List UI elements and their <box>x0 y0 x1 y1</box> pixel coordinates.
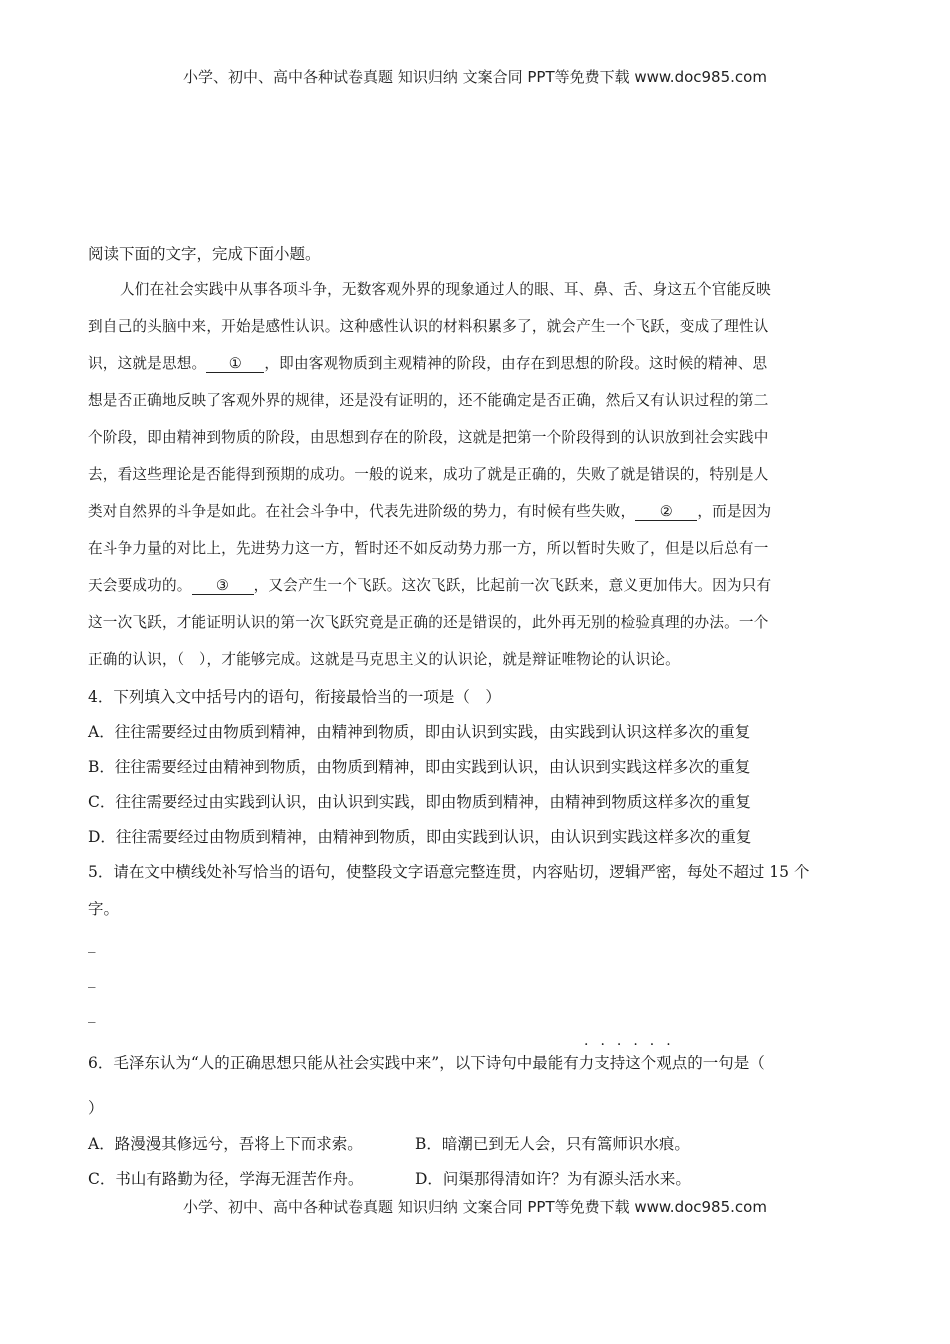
passage-line: 个阶段，即由精神到物质的阶段，由思想到存在的阶段，这就是把第一个阶段得到的认识放到社会实践中 <box>88 429 769 446</box>
question-4-option-d: D．往往需要经过由物质到精神，由精神到物质，即由实践到认识，由认识到实践这样多次的重复 <box>88 828 752 846</box>
answer-line-2: _ <box>88 970 96 988</box>
blank-3: ③ <box>192 578 254 595</box>
passage-text: ，而是因为 <box>697 503 772 520</box>
blank-1: ① <box>206 356 264 373</box>
blank-2: ② <box>635 504 697 521</box>
question-6-option-a: A．路漫漫其修远兮，吾将上下而求索。 <box>88 1135 363 1153</box>
passage-text: 类对自然界的斗争是如此。在社会斗争中，代表先进阶级的势力，有时候有些失败， <box>88 503 636 520</box>
question-6-option-c: C．书山有路勤为径，学海无涯苦作舟。 <box>88 1170 364 1188</box>
passage-text: ，即由客观物质到主观精神的阶段，由存在到思想的阶段。这时候的精神、思 <box>264 355 768 372</box>
question-4-option-b: B．往往需要经过由精神到物质，由物质到精神，即由实践到认识，由认识到实践这样多次的重复 <box>88 758 751 776</box>
answer-line-1: _ <box>88 935 96 953</box>
passage-line: 这一次飞跃，才能证明认识的第一次飞跃究竟是正确的还是错误的，此外再无别的检验真理的办法。一个 <box>88 614 769 631</box>
answer-line-3: _ <box>88 1005 96 1023</box>
question-4-option-a: A．往往需要经过由物质到精神，由精神到物质，即由认识到实践，由实践到认识这样多次的重复 <box>88 723 751 741</box>
reading-instruction: 阅读下面的文字，完成下面小题。 <box>88 245 321 263</box>
passage-line: 在斗争力量的对比上，先进势力这一方，暂时还不如反动势力那一方，所以暂时失败了，但是以后总有一 <box>88 540 769 557</box>
passage-text: 天会要成功的。 <box>88 577 192 594</box>
passage-text: 识，这就是思想。 <box>88 355 207 372</box>
passage-text: ，又会产生一个飞跃。这次飞跃，比起前一次飞跃来，意义更加伟大。因为只有 <box>253 577 772 594</box>
question-6-stem: 6．毛泽东认为“人的正确思想只能从社会实践中来”，以下诗句中最能有力支持这个观点的一句是（ <box>88 1054 765 1072</box>
page-footer: 小学、初中、高中各种试卷真题 知识归纳 文案合同 PPT等免费下载 www.doc985.com <box>183 1198 767 1216</box>
page-header: 小学、初中、高中各种试卷真题 知识归纳 文案合同 PPT等免费下载 www.doc985.com <box>183 68 767 86</box>
passage-line <box>88 574 771 595</box>
question-6-stem-cont: ） <box>88 1099 104 1117</box>
passage-line <box>88 500 771 521</box>
question-4-stem: 4．下列填入文中括号内的语句，衔接最恰当的一项是（ ） <box>88 688 501 706</box>
passage-line: 人们在社会实践中从事各项斗争，无数客观外界的现象通过人的眼、耳、鼻、舌、身这五个官能反映 <box>120 281 771 298</box>
question-6-option-b: B．暗潮已到无人会，只有篙师识水痕。 <box>415 1135 690 1153</box>
passage-line: 去，看这些理论是否能得到预期的成功。一般的说来，成功了就是正确的，失败了就是错误的，特别是人 <box>88 466 769 483</box>
question-4-option-c: C．往往需要经过由实践到认识，由认识到实践，即由物质到精神，由精神到物质这样多次的重复 <box>88 793 751 811</box>
passage-line: 到自己的头脑中来，开始是感性认识。这种感性认识的材料积累多了，就会产生一个飞跃，变成了理性认 <box>88 318 769 335</box>
question-5-stem: 5．请在文中横线处补写恰当的语句，使整段文字语意完整连贯，内容贴切，逻辑严密，每处不超过 15 个 <box>88 863 810 881</box>
question-6-option-d: D．问渠那得清如许？为有源头活水来。 <box>415 1170 691 1188</box>
passage-line: 想是否正确地反映了客观外界的规律，还是没有证明的，还不能确定是否正确，然后又有认识过程的第二 <box>88 392 769 409</box>
passage-line: 正确的认识，（ ），才能够完成。这就是马克思主义的认识论，就是辩证唯物论的认识论。 <box>88 651 680 668</box>
emphasis-dots: ······ <box>584 1037 683 1053</box>
question-5-stem-cont: 字。 <box>88 900 120 918</box>
passage-line <box>88 352 767 373</box>
